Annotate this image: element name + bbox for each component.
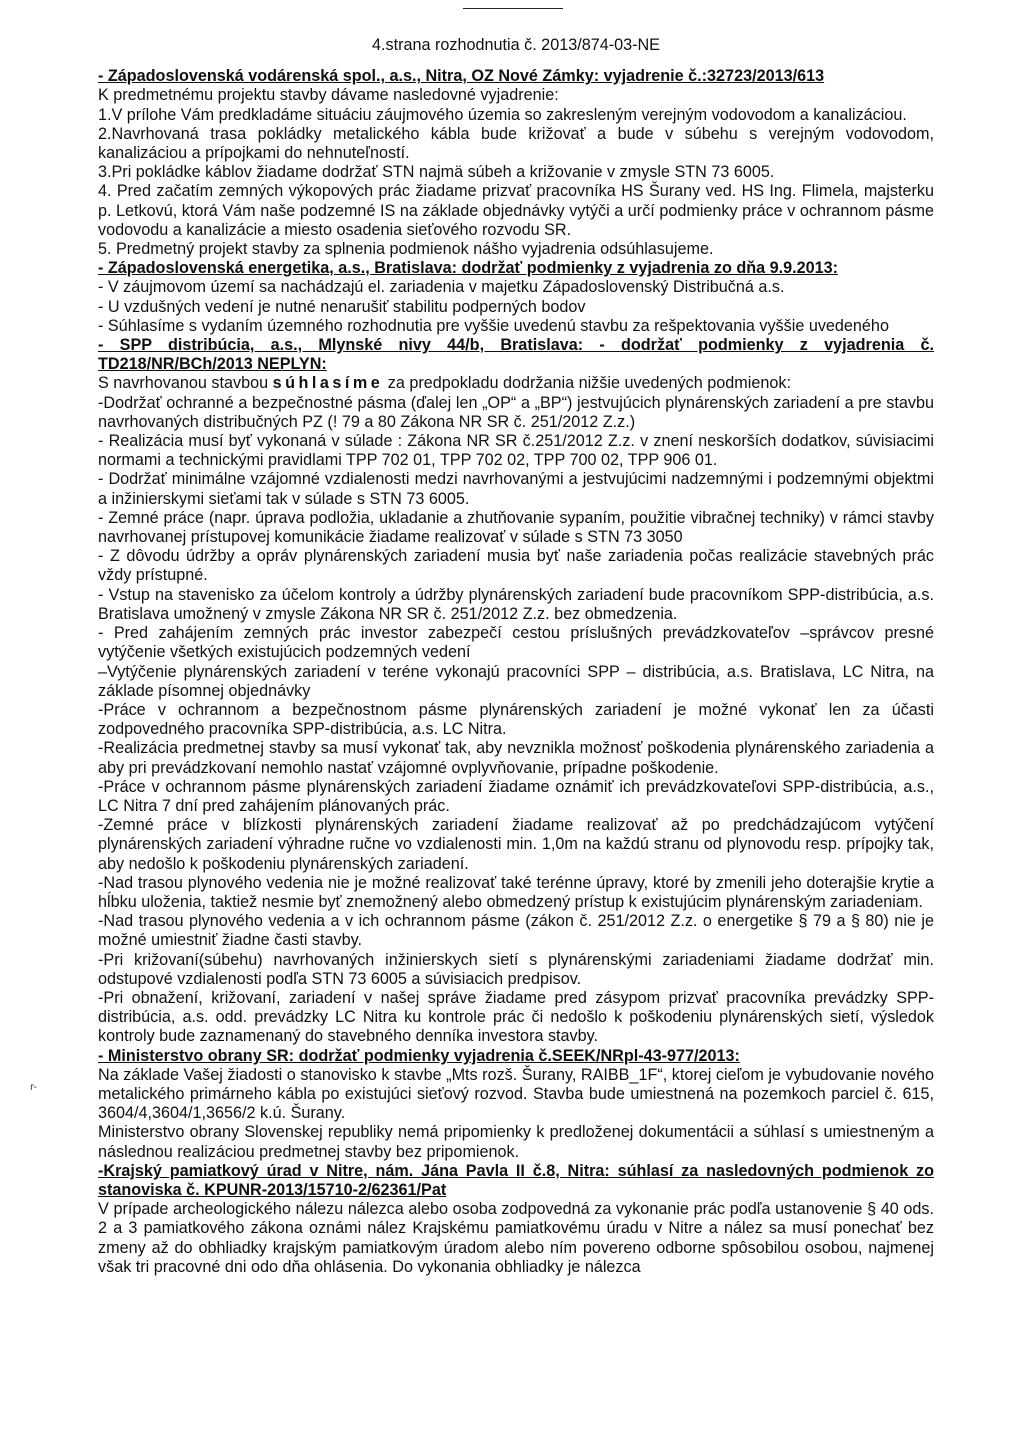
list-item: -Dodržať ochranné a bezpečnostné pásma (ďalej len „OP“ a „BP“) jestvujúcich plynárenských zariadení a pre stavbu navrhovaných distribučných PZ (! 79 a 80 Zákona NR SR č. 251/2012 Z.z.)	[98, 393, 934, 431]
list-item: 1.V prílohe Vám predkladáme situáciu záujmového územia so zakresleným verejným vodovodom a kanalizáciou.	[98, 105, 907, 124]
list-item: 5. Predmetný projekt stavby za splnenia podmienok nášho vyjadrenia odsúhlasujeme.	[98, 240, 714, 259]
paragraph: K predmetnému projektu stavby dávame nasledovné vyjadrenie:	[98, 86, 559, 105]
section-heading-spp: - SPP distribúcia, a.s., Mlynské nivy 44/b, Bratislava: - dodržať podmienky z vyjadrenia č. TD218/NR/BCh/2013 NEPLYN:	[98, 336, 934, 374]
list-item: - Realizácia musí byť vykonaná v súlade : Zákona NR SR č.251/2012 Z.z. v znení neskorších dodatkov, súvisiacimi normami a technickými pravidlami TPP 702 01, TPP 702 02, TPP 700 02, TPP 906 01.	[98, 432, 934, 470]
list-item: - Súhlasíme s vydaním územného rozhodnutia pre vyššie uvedenú stavbu za rešpektovania vyššie uvedeného	[98, 316, 889, 335]
list-item: -Nad trasou plynového vedenia a v ich ochrannom pásme (zákon č. 251/2012 Z.z. o energetike § 79 a § 80) nie je možné umiestniť žiadne časti stavby.	[98, 912, 934, 950]
section-heading-zsvs: - Západoslovenská vodárenská spol., a.s., Nitra, OZ Nové Zámky: vyjadrenie č.:32723/2013/613	[98, 67, 825, 86]
list-item: -Práce v ochrannom a bezpečnostnom pásme plynárenských zariadení je možné vykonať len za účasti zodpovedného pracovníka SPP-distribúcia, a.s. LC Nitra.	[98, 700, 934, 739]
page-header: 4.strana rozhodnutia č. 2013/874-03-NE	[372, 36, 660, 54]
list-item: - V záujmovom území sa nachádzajú el. zariadenia v majetku Západoslovenský Distribučná a.s.	[98, 278, 785, 297]
list-item: 3.Pri pokládke káblov žiadame dodržať STN najmä súbeh a križovanie v zmysle STN 73 6005.	[98, 163, 775, 182]
section-heading-kpu: -Krajský pamiatkový úrad v Nitre, nám. Jána Pavla II č.8, Nitra: súhlasí za nasledovných podmienok zo stanoviska č. KPUNR-2013/15710-2/62361/Pat	[98, 1161, 934, 1199]
list-item: - Pred zahájením zemných prác investor zabezpečí cestou príslušných prevádzkovateľov –správcov presné vytýčenie všetkých existujúcich podzemných vedení	[98, 624, 934, 662]
list-item: -Realizácia predmetnej stavby sa musí vykonať tak, aby nevznikla možnosť poškodenia plynárenského zariadenia a aby pri prevádzkovaní nemohlo nastať vzájomné ovplyvňovanie, prípadne poškodenie.	[98, 739, 934, 777]
list-item: - Z dôvodu údržby a opráv plynárenských zariadení musia byť naše zariadenia počas realizácie stavebných prác vždy prístupné.	[98, 547, 934, 585]
list-item: 4. Pred začatím zemných výkopových prác žiadame prizvať pracovníka HS Šurany ved. HS Ing. Flimela, majsterku p. Letkovú, ktorá Vám naše podzemné IS na základe objednávky vytýči a určí podmienky práce v ochrannom pásme vodovodu a kanalizácie a miesto osadenia sieťového rozvodu SR.	[98, 182, 934, 239]
paragraph: V prípade archeologického nálezu nálezca alebo osoba zodpovedná za vykonanie prác podľa ustanovenie § 40 ods. 2 a 3 pamiatkového zákona oznámi nález Krajskému pamiatkovému úradu v Nitre a nález sa musí ponechať bez zmeny až do obhliadky krajským pamiatkovým úradom alebo ním povereno odborne spôsobilou osobou, najmenej však tri pracovné dni odo dňa ohlásenia. Do vykonania obhliadky je nálezca	[98, 1200, 934, 1276]
paragraph	[98, 374, 934, 393]
margin-mark: r-	[30, 1082, 38, 1093]
header-rule	[463, 8, 563, 9]
paragraph: Ministerstvo obrany Slovenskej republiky nemá pripomienky k predloženej dokumentácii a súhlasí s umiestneným a následnou realizáciou predmetnej stavby bez pripomienok.	[98, 1123, 934, 1161]
list-item: - Dodržať minimálne vzájomné vzdialenosti medzi navrhovanými a jestvujúcimi nadzemnými i podzemnými objektmi a inžinierskymi sieťami tak v súlade s STN 73 6005.	[98, 470, 934, 508]
section-heading-zse: - Západoslovenská energetika, a.s., Bratislava: dodržať podmienky z vyjadrenia zo dňa 9.9.2013:	[98, 259, 839, 278]
list-item: –Vytýčenie plynárenských zariadení v teréne vykonajú pracovníci SPP – distribúcia, a.s. Bratislava, LC Nitra, na základe písomnej objednávky	[98, 662, 934, 700]
section-heading-mo: - Ministerstvo obrany SR: dodržať podmienky vyjadrenia č.SEEK/NRpl-43-977/2013:	[98, 1046, 740, 1065]
list-item: 2.Navrhovaná trasa pokládky metalického kábla bude križovať a bude v súbehu s verejným vodovodom, kanalizáciou a prípojkami do nehnuteľností.	[98, 124, 934, 163]
intro-pre: S navrhovanou stavbou	[98, 374, 269, 393]
list-item: - Vstup na stavenisko za účelom kontroly a údržby plynárenských zariadení bude pracovníkom SPP-distribúcia, a.s. Bratislava umožnený v zmysle Zákona NR SR č. 251/2012 Z.z. bez obmedzenia.	[98, 585, 934, 623]
list-item: -Zemné práce v blízkosti plynárenských zariadení žiadame realizovať až po predchádzajúcom vytýčení plynárenských zariadení výhradne ručne vo vzdialenosti min. 1,0m na každú stranu od plynovodu resp. prípojky tak, aby nedošlo k poškodeniu plynárenských zariadení.	[98, 816, 934, 873]
intro-post: za predpokladu dodržania nižšie uvedených podmienok:	[387, 374, 791, 393]
list-item: - U vzdušných vedení je nutné nenarušiť stabilitu podperných bodov	[98, 297, 586, 316]
intro-emphasis: súhlasíme	[272, 374, 384, 393]
list-item: -Pri obnažení, križovaní, zariadení v našej správe žiadame pred zásypom prizvať pracovníka prevádzky SPP-distribúcia, a.s. odd. prevádzky LC Nitra ku kontrole prác či nedošlo k poškodeniu plynárenských sietí, výsledok kontroly bude zaznamenaný do stavebného denníka investora stavby.	[98, 988, 934, 1046]
document-page	[98, 36, 934, 1277]
list-item: -Pri križovaní(súbehu) navrhovaných inžinierskych sietí s plynárenskými zariadeniami žiadame dodržať min. odstupové vzdialenosti podľa STN 73 6005 a súvisiacich predpisov.	[98, 950, 934, 988]
list-item: -Práce v ochrannom pásme plynárenských zariadení žiadame oznámiť ich prevádzkovateľovi SPP-distribúcia, a.s., LC Nitra 7 dní pred zahájením plánovaných prác.	[98, 777, 934, 815]
paragraph: Na základe Vašej žiadosti o stanovisko k stavbe „Mts rozš. Šurany, RAIBB_1F“, ktorej cieľom je vybudovanie nového metalického primárneho kábla po existujúci sieťový rozvod. Stavba bude umiestnená na pozemkoch parciel č. 615, 3604/4,3604/1,3656/2 k.ú. Šurany.	[98, 1065, 934, 1123]
list-item: - Zemné práce (napr. úprava podložia, ukladanie a zhutňovanie sypaním, použitie vibračnej techniky) v rámci stavby navrhovanej prístupovej komunikácie žiadame realizovať v súlade s STN 73 3050	[98, 508, 934, 547]
list-item: -Nad trasou plynového vedenia nie je možné realizovať také terénne úpravy, ktoré by zmenili jeho doterajšie krytie a hĺbku uloženia, taktiež nesmie byť znemožnený alebo obmedzený prístup k existujúcim plynárenským zariadeniam.	[98, 873, 934, 911]
